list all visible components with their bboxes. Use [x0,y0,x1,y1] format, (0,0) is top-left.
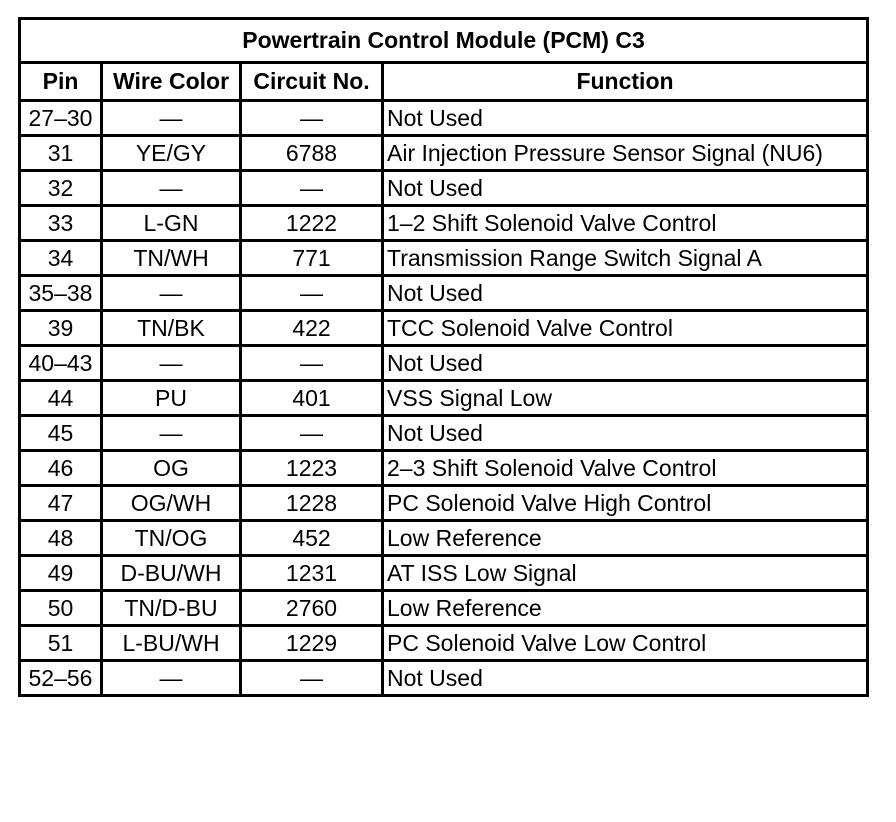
table-head [20,19,868,101]
header-function: Function [383,63,868,101]
cell-wire-color: OG/WH [102,486,241,521]
table-row [20,171,868,206]
cell-circuit-no: 422 [241,311,383,346]
cell-pin: 44 [20,381,102,416]
cell-pin: 48 [20,521,102,556]
cell-circuit-no: — [241,101,383,136]
table-row [20,381,868,416]
cell-circuit-no: 2760 [241,591,383,626]
cell-circuit-no: 1223 [241,451,383,486]
cell-function: VSS Signal Low [383,381,868,416]
table-title: Powertrain Control Module (PCM) C3 [20,19,868,63]
cell-pin: 34 [20,241,102,276]
cell-wire-color: — [102,661,241,696]
cell-function: Air Injection Pressure Sensor Signal (NU6) [383,136,868,171]
cell-pin: 45 [20,416,102,451]
cell-pin: 46 [20,451,102,486]
cell-function: PC Solenoid Valve Low Control [383,626,868,661]
cell-function: TCC Solenoid Valve Control [383,311,868,346]
cell-wire-color: L-BU/WH [102,626,241,661]
cell-function: Not Used [383,661,868,696]
cell-circuit-no: 1222 [241,206,383,241]
table-row [20,661,868,696]
cell-wire-color: YE/GY [102,136,241,171]
table-row [20,311,868,346]
cell-circuit-no: — [241,346,383,381]
cell-circuit-no: 1228 [241,486,383,521]
cell-circuit-no: 401 [241,381,383,416]
cell-wire-color: TN/BK [102,311,241,346]
cell-pin: 27–30 [20,101,102,136]
header-wire-color: Wire Color [102,63,241,101]
cell-circuit-no: — [241,171,383,206]
cell-pin: 49 [20,556,102,591]
cell-pin: 50 [20,591,102,626]
cell-pin: 31 [20,136,102,171]
table-body [20,101,868,696]
cell-wire-color: L-GN [102,206,241,241]
cell-wire-color: TN/D-BU [102,591,241,626]
table-row [20,136,868,171]
table-row [20,416,868,451]
table-row [20,626,868,661]
table-row [20,241,868,276]
cell-function: Not Used [383,276,868,311]
cell-pin: 40–43 [20,346,102,381]
table-row [20,486,868,521]
cell-pin: 33 [20,206,102,241]
cell-function: Not Used [383,101,868,136]
cell-pin: 32 [20,171,102,206]
table-row [20,346,868,381]
cell-function: Not Used [383,416,868,451]
table-row [20,276,868,311]
cell-circuit-no: — [241,276,383,311]
cell-function: Transmission Range Switch Signal A [383,241,868,276]
cell-wire-color: — [102,416,241,451]
cell-function: 2–3 Shift Solenoid Valve Control [383,451,868,486]
cell-circuit-no: 6788 [241,136,383,171]
cell-circuit-no: — [241,416,383,451]
header-pin: Pin [20,63,102,101]
cell-pin: 51 [20,626,102,661]
cell-circuit-no: 771 [241,241,383,276]
cell-function: 1–2 Shift Solenoid Valve Control [383,206,868,241]
table-row [20,206,868,241]
cell-wire-color: — [102,171,241,206]
cell-pin: 35–38 [20,276,102,311]
cell-circuit-no: 452 [241,521,383,556]
cell-function: Low Reference [383,521,868,556]
cell-wire-color: — [102,346,241,381]
table-row [20,451,868,486]
cell-circuit-no: 1229 [241,626,383,661]
cell-function: Not Used [383,346,868,381]
cell-wire-color: — [102,101,241,136]
table-row [20,101,868,136]
cell-circuit-no: — [241,661,383,696]
cell-pin: 47 [20,486,102,521]
cell-wire-color: TN/WH [102,241,241,276]
cell-wire-color: OG [102,451,241,486]
pcm-connector-table [18,17,869,697]
cell-function: Low Reference [383,591,868,626]
cell-function: PC Solenoid Valve High Control [383,486,868,521]
table-row [20,556,868,591]
column-header-row [20,63,868,101]
header-circuit-no: Circuit No. [241,63,383,101]
cell-wire-color: TN/OG [102,521,241,556]
cell-function: AT ISS Low Signal [383,556,868,591]
cell-wire-color: D-BU/WH [102,556,241,591]
cell-wire-color: PU [102,381,241,416]
table-row [20,521,868,556]
cell-pin: 39 [20,311,102,346]
cell-circuit-no: 1231 [241,556,383,591]
cell-wire-color: — [102,276,241,311]
table-title-row [20,19,868,63]
cell-function: Not Used [383,171,868,206]
table-row [20,591,868,626]
cell-pin: 52–56 [20,661,102,696]
